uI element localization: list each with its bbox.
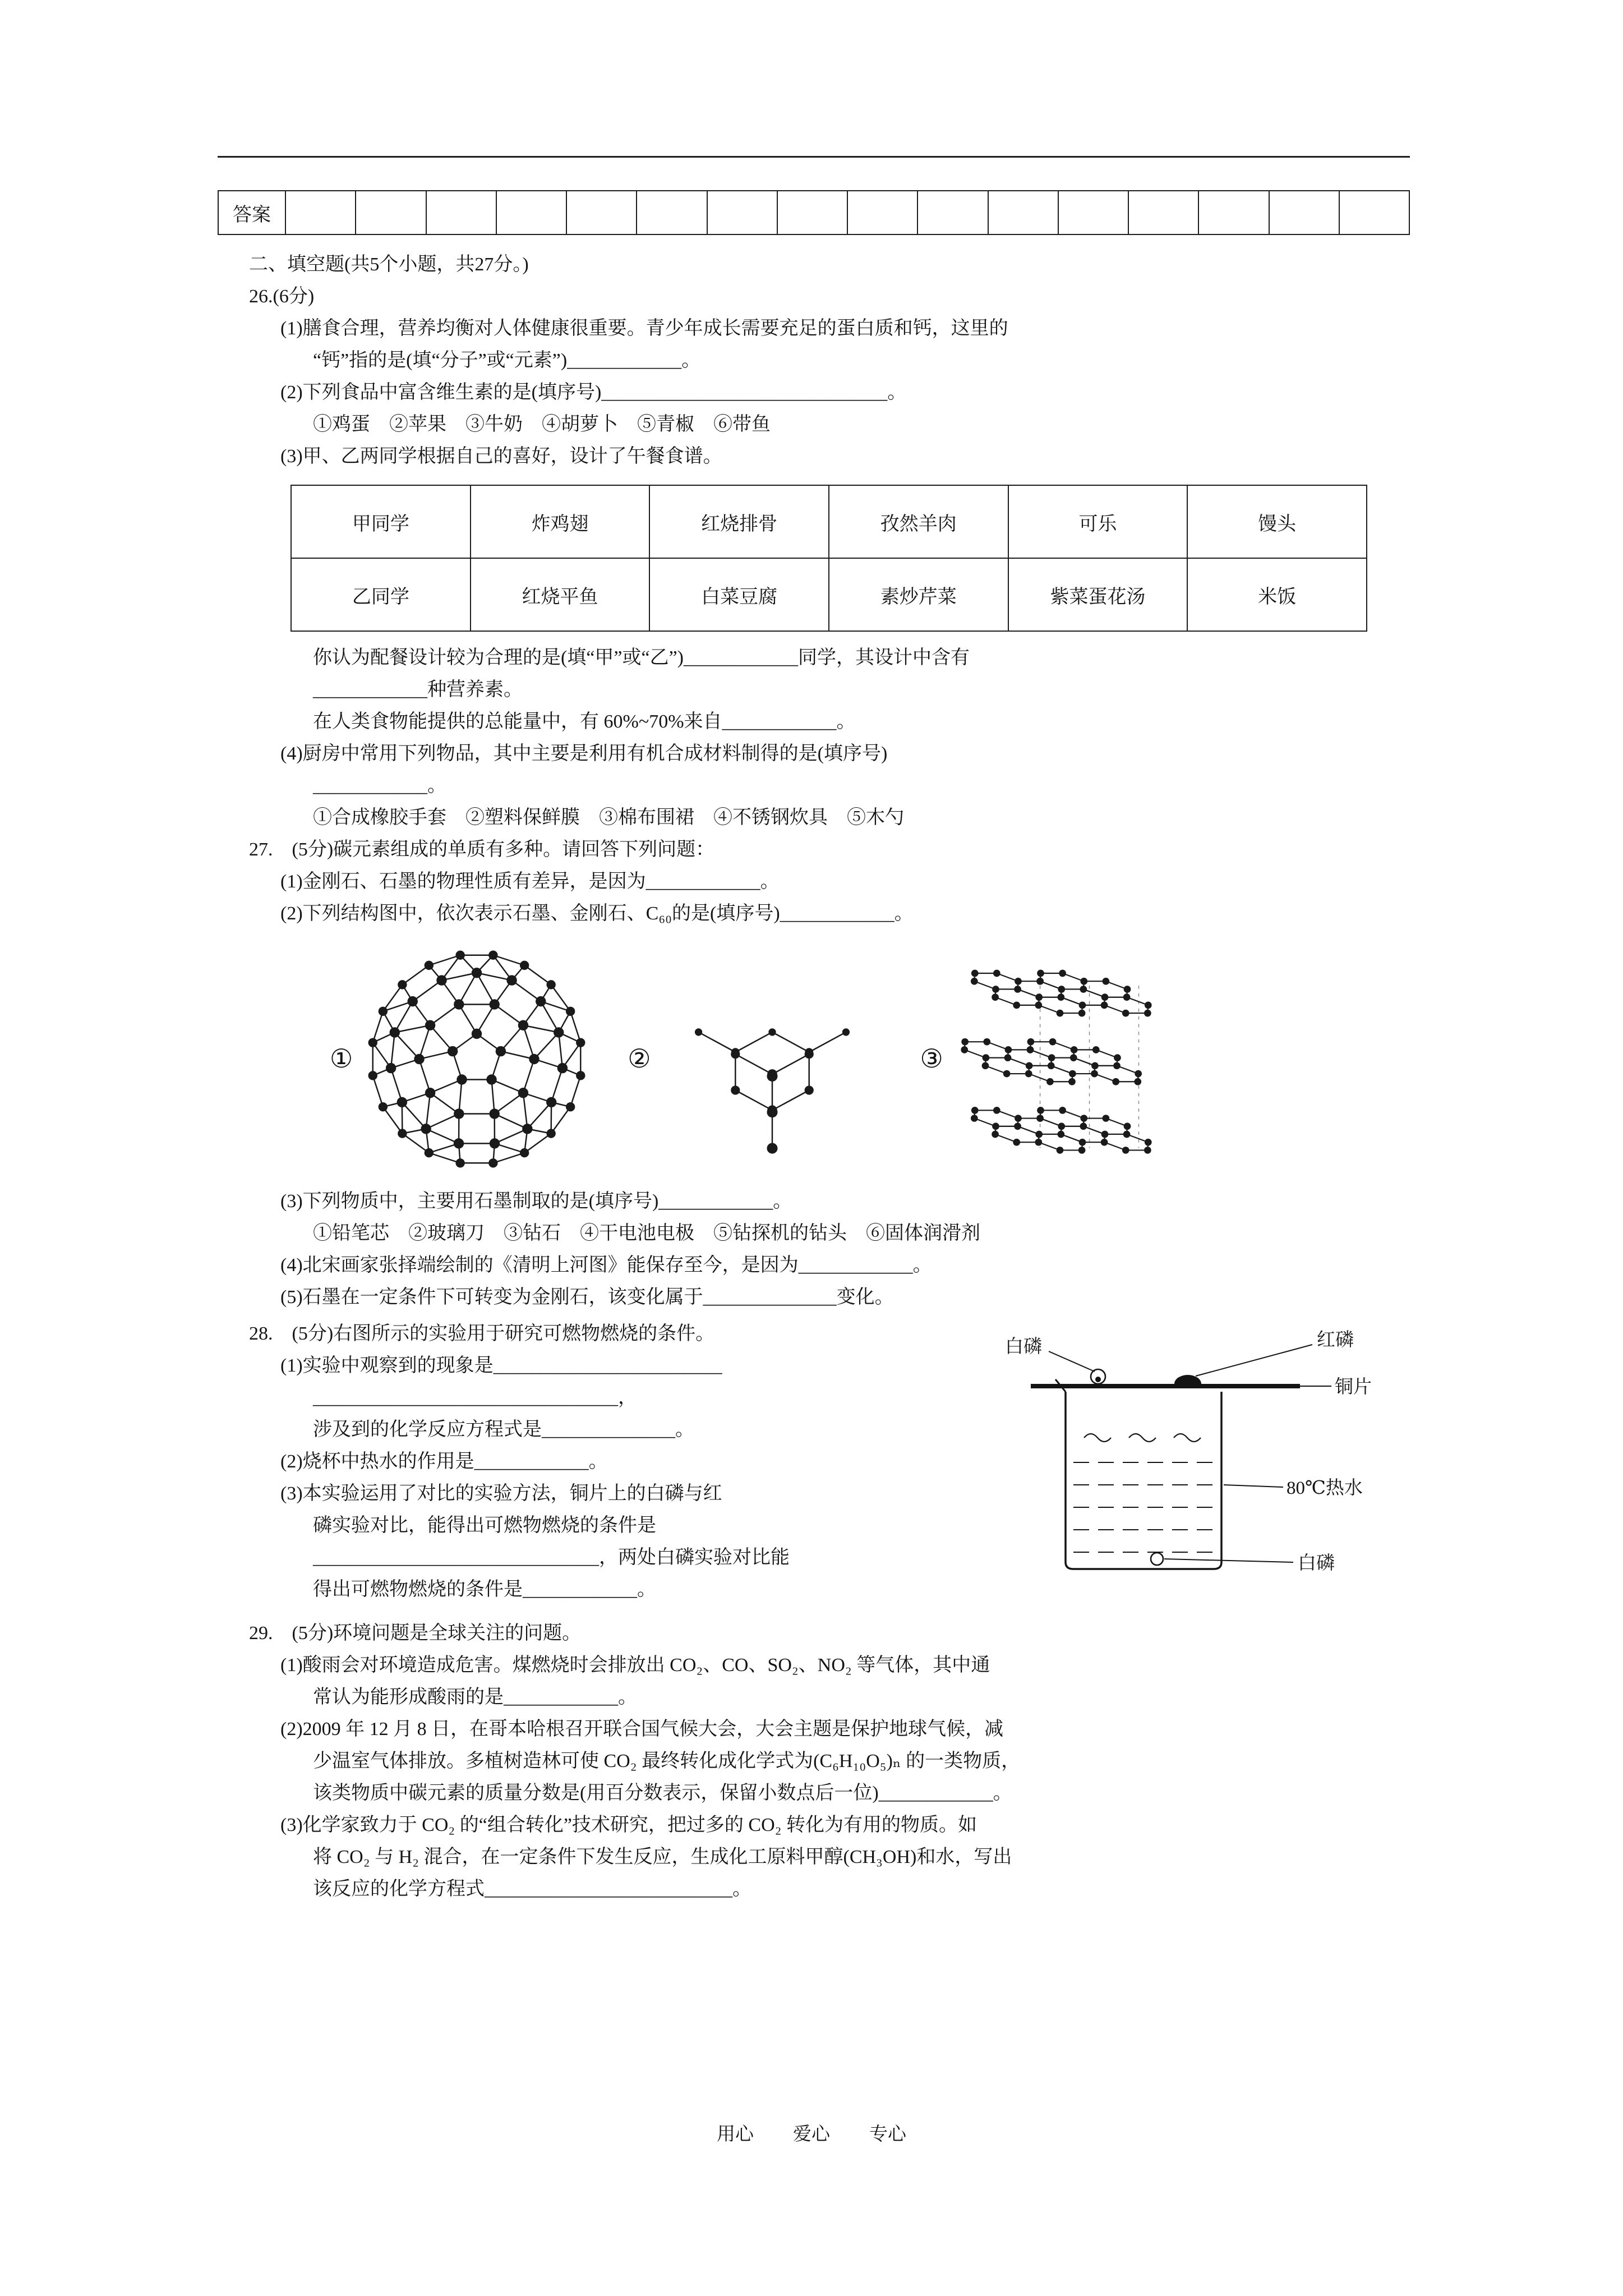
answer-cell xyxy=(988,191,1058,234)
question-29 xyxy=(218,1617,1410,1905)
water-squiggle xyxy=(1129,1434,1156,1442)
combustion-experiment-figure xyxy=(992,1321,1384,1613)
q28-line: ________________________________， xyxy=(313,1387,637,1408)
q27-options: ①铅笔芯 ②玻璃刀 ③钻石 ④干电池电极 ⑤钻探机的钻头 ⑥固体润滑剂 xyxy=(313,1223,980,1244)
menu-cell: 白菜豆腐 xyxy=(649,558,829,631)
menu-cell: 红烧平鱼 xyxy=(471,558,650,631)
q27-line: (1)金刚石、石墨的物理性质有差异，是因为____________。 xyxy=(280,871,780,892)
q26-line: ____________。 xyxy=(313,775,446,796)
answer-row xyxy=(218,191,1409,234)
page-content xyxy=(218,156,1410,1905)
white-phosphorus-dot xyxy=(1095,1377,1101,1382)
q26-line: “钙”指的是(填“分子”或“元素”)____________。 xyxy=(313,350,701,371)
answer-cell xyxy=(1339,191,1409,234)
answer-cell xyxy=(1058,191,1128,234)
leader-line xyxy=(1224,1485,1283,1487)
q26-heading: 26.(6分) xyxy=(249,286,315,307)
q29-line: 少温室气体排放。多植树造林可使 CO₂ 最终转化成化学式为(C₆H₁₀O₅)ₙ 的一类物质， xyxy=(313,1751,1021,1772)
answer-cell xyxy=(1269,191,1339,234)
answer-cell xyxy=(496,191,566,234)
label-white-phosphorus-bottom: 白磷 xyxy=(1298,1553,1335,1573)
answer-cell xyxy=(1128,191,1198,234)
q26-options: ①鸡蛋 ②苹果 ③牛奶 ④胡萝卜 ⑤青椒 ⑥带鱼 xyxy=(313,414,771,435)
water-squiggle xyxy=(1084,1434,1111,1442)
page-footer xyxy=(0,2119,1623,2146)
white-phosphorus-under-water xyxy=(1151,1553,1163,1565)
label-white-phosphorus-top: 白磷 xyxy=(1005,1337,1042,1357)
q28-line: ______________________________，两处白磷实验对比能 xyxy=(313,1547,790,1568)
menu-cell: 米饭 xyxy=(1187,558,1367,631)
answer-cell xyxy=(356,191,426,234)
q29-line: (2)2009 年 12 月 8 日，在哥本哈根召开联合国气候大会，大会主题是保护地球气候，减 xyxy=(280,1719,1004,1740)
q27-line: (5)石墨在一定条件下可转变为金刚石，该变化属于______________变化。 xyxy=(280,1287,894,1308)
menu-row-jia xyxy=(291,485,1367,558)
footer-word: 专心 xyxy=(869,2124,906,2145)
question-26 xyxy=(218,280,1410,834)
label-copper-sheet: 铜片 xyxy=(1335,1377,1372,1397)
lunch-menu-table xyxy=(291,485,1367,632)
c60-structure-figure xyxy=(362,944,592,1174)
menu-cell: 乙同学 xyxy=(291,558,471,631)
q28-line: 涉及到的化学反应方程式是______________。 xyxy=(313,1419,694,1440)
q28-line: 磷实验对比，能得出可燃物燃烧的条件是 xyxy=(313,1515,656,1536)
answer-cell xyxy=(707,191,777,234)
leader-line xyxy=(1196,1345,1312,1376)
figure-label-1: ① xyxy=(330,1045,353,1073)
water-squiggle xyxy=(1174,1434,1201,1442)
q29-line: (3)化学家致力于 CO₂ 的“组合转化”技术研究，把过多的 CO₂ 转化为有用的物质。如 xyxy=(280,1815,977,1835)
q27-line: (4)北宋画家张择端绘制的《清明上河图》能保存至今，是因为____________。 xyxy=(280,1255,932,1276)
footer-word: 爱心 xyxy=(793,2124,830,2145)
footer-word: 用心 xyxy=(717,2124,754,2145)
figure-label-2: ② xyxy=(628,1045,651,1073)
q28-line: 得出可燃物燃烧的条件是____________。 xyxy=(313,1579,656,1600)
leader-line xyxy=(1049,1351,1095,1372)
q29-heading: 29. (5分)环境问题是全球关注的问题。 xyxy=(249,1623,582,1644)
section-title: 二、填空题(共5个小题，共27分。) xyxy=(249,254,529,275)
answer-cell xyxy=(847,191,917,234)
q27-heading: 27. (5分)碳元素组成的单质有多种。请回答下列问题： xyxy=(249,839,715,860)
answer-cell xyxy=(566,191,637,234)
answer-label-cell: 答案 xyxy=(218,191,285,234)
menu-cell: 可乐 xyxy=(1008,485,1188,558)
q26-line: ____________种营养素。 xyxy=(313,679,523,700)
question-27 xyxy=(218,834,1410,1313)
label-red-phosphorus: 红磷 xyxy=(1317,1330,1354,1350)
q26-line: 你认为配餐设计较为合理的是(填“甲”或“乙”)____________同学，其设计中含有 xyxy=(313,647,970,668)
menu-cell: 素炒芹菜 xyxy=(829,558,1008,631)
menu-row-yi xyxy=(291,558,1367,631)
menu-cell: 孜然羊肉 xyxy=(829,485,1008,558)
q26-line: (1)膳食合理，营养均衡对人体健康很重要。青少年成长需要充足的蛋白质和钙，这里的 xyxy=(280,318,1008,339)
q28-line: (3)本实验运用了对比的实验方法，铜片上的白磷与红 xyxy=(280,1483,722,1504)
top-rule xyxy=(218,156,1410,158)
q29-line: 常认为能形成酸雨的是____________。 xyxy=(313,1687,637,1708)
q27-line: (2)下列结构图中，依次表示石墨、金刚石、C₆₀的是(填序号)____________。 xyxy=(280,903,914,924)
answer-table xyxy=(218,190,1410,235)
q29-line: 该类物质中碳元素的质量分数是(用百分数表示，保留小数点后一位)____________。 xyxy=(313,1783,1012,1803)
q28-heading: 28. (5分)右图所示的实验用于研究可燃物燃烧的条件。 xyxy=(249,1323,715,1344)
question-28 xyxy=(218,1318,1410,1617)
answer-cell xyxy=(637,191,707,234)
diamond-structure-figure xyxy=(660,941,884,1177)
copper-sheet xyxy=(1031,1384,1300,1388)
menu-cell: 炸鸡翅 xyxy=(471,485,650,558)
q26-options: ①合成橡胶手套 ②塑料保鲜膜 ③棉布围裙 ④不锈钢炊具 ⑤木勺 xyxy=(313,807,904,828)
q26-line: (2)下列食品中富含维生素的是(填序号)______________________________。 xyxy=(280,382,907,403)
q29-line: 将 CO₂ 与 H₂ 混合，在一定条件下发生反应，生成化工原料甲醇(CH₃OH)和水，写出 xyxy=(313,1847,1012,1867)
q29-line: (1)酸雨会对环境造成危害。煤燃烧时会排放出 CO₂、CO、SO₂、NO₂ 等气体，其中通 xyxy=(280,1655,990,1676)
q27-line: (3)下列物质中，主要用石墨制取的是(填序号)____________。 xyxy=(280,1191,792,1212)
carbon-structure-figures xyxy=(330,938,1410,1180)
beaker-outline xyxy=(1066,1392,1221,1569)
graphite-structure-figure xyxy=(952,938,1205,1180)
q26-line: 在人类食物能提供的总能量中，有 60%~70%来自____________。 xyxy=(313,711,856,732)
leader-line xyxy=(1164,1559,1293,1562)
answer-cell xyxy=(1198,191,1269,234)
q26-line: (3)甲、乙两同学根据自己的喜好，设计了午餐食谱。 xyxy=(280,446,722,467)
answer-cell xyxy=(777,191,847,234)
beaker-apparatus-figure xyxy=(992,1321,1384,1613)
q28-line: (2)烧杯中热水的作用是____________。 xyxy=(280,1451,608,1472)
menu-cell: 紫菜蛋花汤 xyxy=(1008,558,1188,631)
answer-cell xyxy=(917,191,988,234)
red-phosphorus-mound xyxy=(1174,1375,1201,1384)
q29-line: 该反应的化学方程式__________________________。 xyxy=(313,1879,751,1899)
menu-cell: 甲同学 xyxy=(291,485,471,558)
label-hot-water: 80℃热水 xyxy=(1287,1478,1363,1498)
answer-cell xyxy=(426,191,496,234)
q26-line: (4)厨房中常用下列物品，其中主要是利用有机合成材料制得的是(填序号) xyxy=(280,743,888,764)
q28-line: (1)实验中观察到的现象是________________________ xyxy=(280,1355,722,1376)
menu-cell: 馒头 xyxy=(1187,485,1367,558)
figure-label-3: ③ xyxy=(920,1045,943,1073)
answer-cell xyxy=(285,191,356,234)
menu-cell: 红烧排骨 xyxy=(649,485,829,558)
